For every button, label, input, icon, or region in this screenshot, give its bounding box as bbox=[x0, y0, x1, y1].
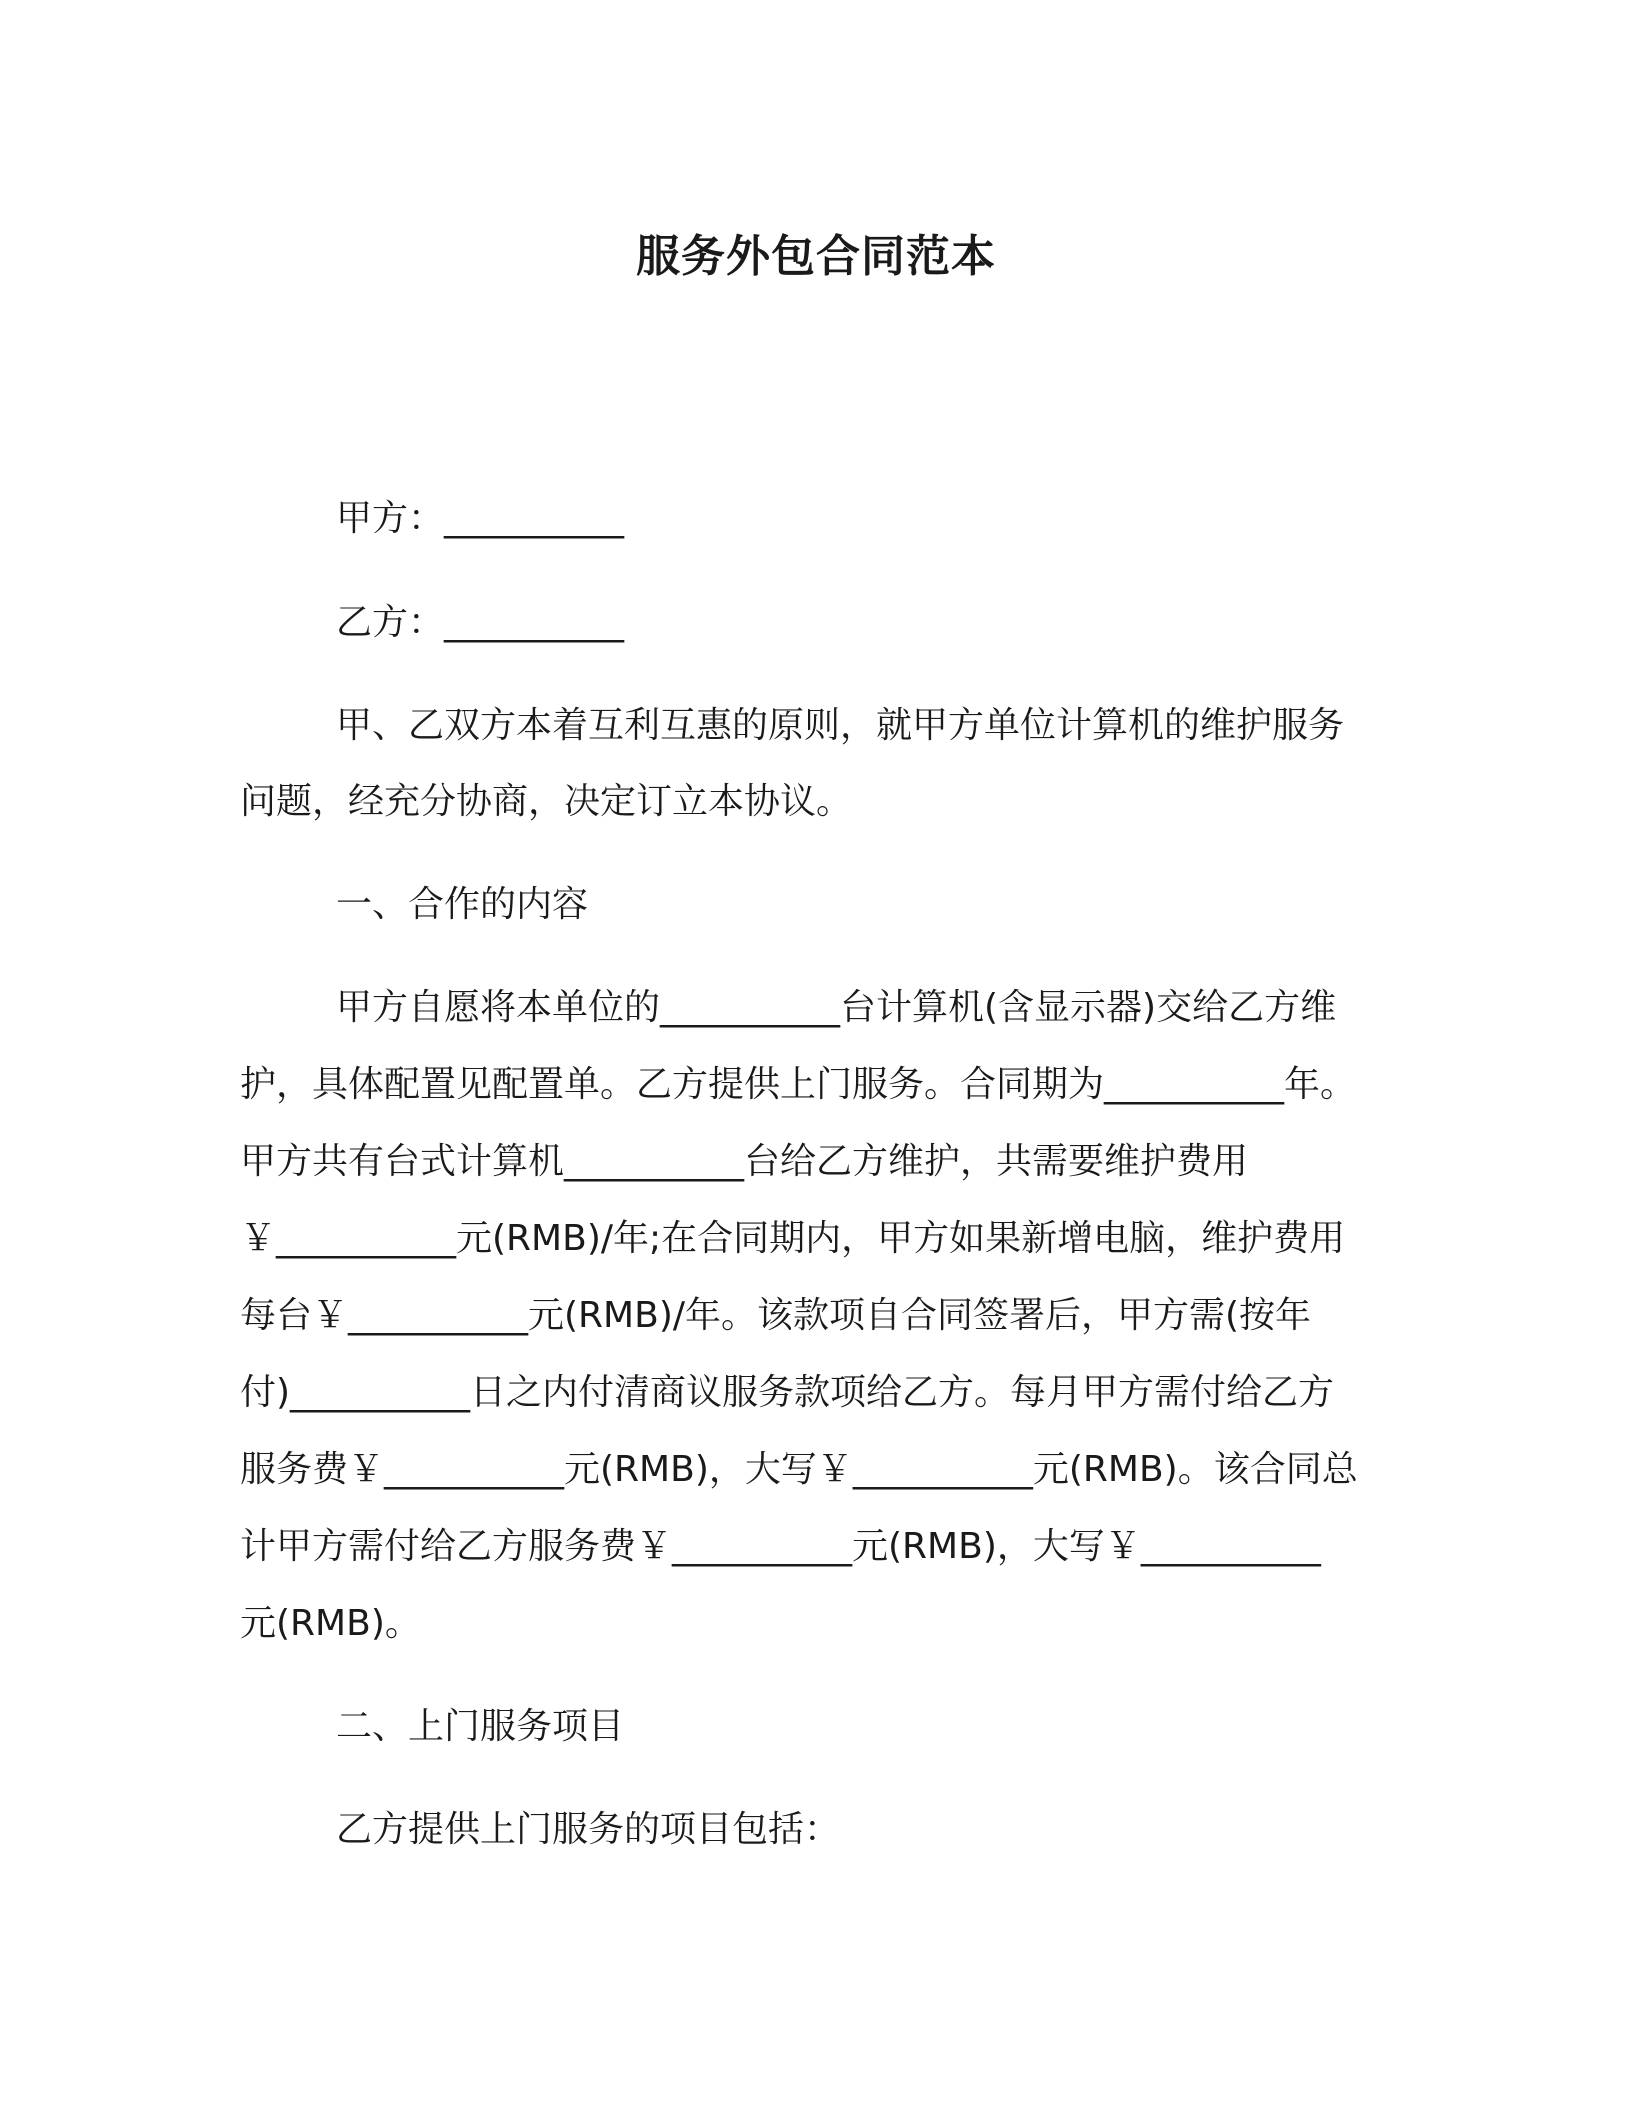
section1-line-3: 甲方共有台式计算机__________台给乙方维护，共需要维护费用 bbox=[240, 1141, 1249, 1182]
section2-heading: 二、上门服务项目 bbox=[336, 1706, 625, 1747]
section2-intro: 乙方提供上门服务的项目包括： bbox=[336, 1809, 841, 1850]
document-title: 服务外包合同范本 bbox=[636, 231, 996, 282]
section1-line-4: ￥__________元(RMB)/年;在合同期内，甲方如果新增电脑，维护费用 bbox=[240, 1218, 1346, 1259]
section1-line-5: 每台￥__________元(RMB)/年。该款项自合同签署后，甲方需(按年 bbox=[240, 1295, 1312, 1336]
section1-line-8: 计甲方需付给乙方服务费￥__________元(RMB)，大写￥__________ bbox=[240, 1526, 1321, 1567]
section1-line-7: 服务费￥__________元(RMB)，大写￥__________元(RMB)。该合同总 bbox=[240, 1449, 1358, 1490]
section1-line-6: 付)__________日之内付清商议服务款项给乙方。每月甲方需付给乙方 bbox=[240, 1372, 1335, 1413]
section1-line-1: 甲方自愿将本单位的__________台计算机(含显示器)交给乙方维 bbox=[336, 987, 1337, 1028]
section1-line-9: 元(RMB)。 bbox=[240, 1603, 421, 1644]
party-a-line: 甲方：__________ bbox=[336, 498, 625, 539]
section1-line-2: 护，具体配置见配置单。乙方提供上门服务。合同期为__________年。 bbox=[240, 1064, 1357, 1105]
intro-line-1: 甲、乙双方本着互利互惠的原则，就甲方单位计算机的维护服务 bbox=[336, 705, 1345, 746]
section1-heading: 一、合作的内容 bbox=[336, 884, 589, 925]
intro-line-2: 问题，经充分协商，决定订立本协议。 bbox=[240, 781, 853, 822]
party-b-line: 乙方：__________ bbox=[336, 602, 625, 643]
